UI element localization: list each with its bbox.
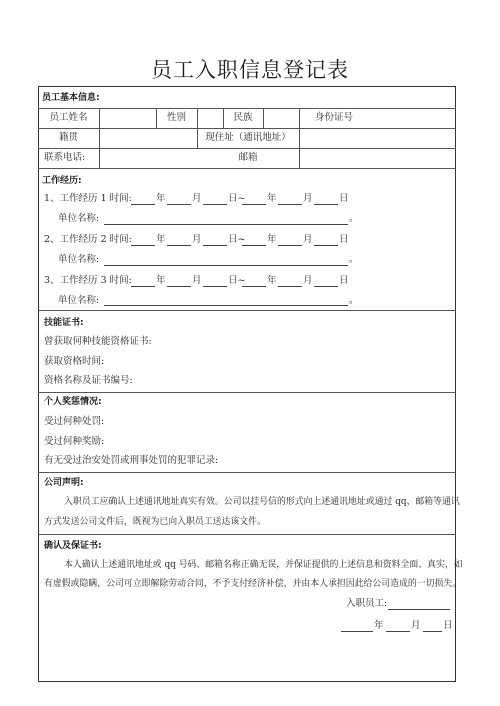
guarantee-text-line-2: 有虚假或隐瞒，公司可立即解除劳动合同，不予支付经济补偿，并由本人承担因此给公司造成的一切损失。 <box>44 579 462 589</box>
work-entry-3-label: 3、工作经历 3 时间: <box>44 275 132 286</box>
work-1-start-month-field[interactable] <box>167 204 191 205</box>
label-ethnicity: 民族 <box>233 112 253 123</box>
skills-line-cert-number: 资格名称及证书编号: <box>44 375 133 386</box>
year-char: 年 <box>267 234 277 245</box>
guarantee-text-line-1: 本人确认上述通讯地址或 qq 号码、邮箱名称正确无误，并保证提供的上述信息和资料全面、真实，如 <box>64 560 463 570</box>
work-entry-1-unit-label: 单位名称: <box>58 213 100 224</box>
rewards-heading: 个人奖惩情况: <box>44 397 102 407</box>
rule-declaration-end <box>38 534 456 535</box>
work-3-start-month-field[interactable] <box>167 286 191 287</box>
work-3-end-month-field[interactable] <box>278 286 302 287</box>
label-current-address: 现住址（通讯地址） <box>205 132 291 143</box>
work-1-end-month-field[interactable] <box>278 204 302 205</box>
work-1-end-year-field[interactable] <box>242 204 266 205</box>
range-sep: 日~ <box>228 234 246 245</box>
work-3-end-day-field[interactable] <box>314 286 338 287</box>
work-2-start-year-field[interactable] <box>131 245 155 246</box>
skills-line-date: 获取资格时间: <box>44 356 105 367</box>
work-3-unit-field[interactable] <box>104 305 348 306</box>
guarantee-heading: 确认及保证书: <box>44 541 102 551</box>
period-char: 。 <box>349 295 359 306</box>
month-char: 月 <box>303 234 313 245</box>
form-title: 员工入职信息登记表 <box>151 58 349 82</box>
period-char: 。 <box>349 254 359 265</box>
name-field[interactable] <box>100 109 155 127</box>
work-entry-2-unit-label: 单位名称: <box>58 254 100 265</box>
rule-skills-end <box>38 392 456 393</box>
gender-field[interactable] <box>198 109 222 127</box>
year-char: 年 <box>156 193 166 204</box>
year-char: 年 <box>156 275 166 286</box>
native-place-field[interactable] <box>100 129 196 147</box>
skills-line-certificates: 曾获取何种技能资格证书: <box>44 336 152 347</box>
declaration-text-line-1: 入职员工应确认上述通讯地址真实有效。公司以挂号信的形式向上述通讯地址或通过 qq、邮箱等通讯 <box>64 497 460 507</box>
work-entry-1-label: 1、工作经历 1 时间: <box>44 193 132 204</box>
work-1-unit-field[interactable] <box>104 224 348 225</box>
signature-label: 入职员工: <box>346 598 388 609</box>
work-2-end-day-field[interactable] <box>314 245 338 246</box>
work-2-start-month-field[interactable] <box>167 245 191 246</box>
work-3-start-year-field[interactable] <box>131 286 155 287</box>
rule-work-end <box>38 310 456 311</box>
year-char: 年 <box>267 193 277 204</box>
rewards-line-punishments: 受过何种处罚: <box>44 416 105 427</box>
skills-heading: 技能证书: <box>44 318 84 328</box>
basic-info-heading: 员工基本信息: <box>42 93 100 103</box>
month-char: 月 <box>192 234 202 245</box>
sign-day-char: 日 <box>443 620 453 631</box>
signature-field[interactable] <box>388 609 450 610</box>
rule-row-3 <box>38 168 456 169</box>
sign-date-month-field[interactable] <box>386 631 410 632</box>
id-number-field[interactable] <box>370 109 454 127</box>
work-2-end-month-field[interactable] <box>278 245 302 246</box>
label-gender: 性别 <box>166 112 186 123</box>
sign-date-day-field[interactable] <box>423 631 442 632</box>
label-email: 邮箱 <box>238 152 258 163</box>
rewards-line-awards: 受过何种奖励: <box>44 436 105 447</box>
work-2-end-year-field[interactable] <box>242 245 266 246</box>
declaration-text-line-2: 方式发送公司文件后，既视为已向入职员工送达该文件。 <box>44 517 266 527</box>
ethnicity-field[interactable] <box>264 109 298 127</box>
period-char: 。 <box>349 213 359 224</box>
rewards-line-criminal-record: 有无受过治安处罚或刑事处罚的犯罪记录: <box>44 455 219 466</box>
work-3-end-year-field[interactable] <box>242 286 266 287</box>
day-char: 日 <box>339 193 349 204</box>
month-char: 月 <box>192 193 202 204</box>
day-char: 日 <box>339 275 349 286</box>
work-1-start-year-field[interactable] <box>131 204 155 205</box>
rule-rewards-end <box>38 472 456 473</box>
range-sep: 日~ <box>228 193 246 204</box>
work-2-start-day-field[interactable] <box>203 245 227 246</box>
month-char: 月 <box>192 275 202 286</box>
label-native-place: 籍贯 <box>58 132 78 143</box>
declaration-heading: 公司声明: <box>44 478 84 488</box>
work-entry-3-unit-label: 单位名称: <box>58 295 100 306</box>
work-experience-heading: 工作经历: <box>42 176 82 186</box>
range-sep: 日~ <box>228 275 246 286</box>
label-name: 员工姓名 <box>49 112 88 123</box>
year-char: 年 <box>267 275 277 286</box>
day-char: 日 <box>339 234 349 245</box>
label-phone: 联系电话: <box>44 152 86 163</box>
work-2-unit-field[interactable] <box>104 265 348 266</box>
address-field[interactable] <box>300 129 454 147</box>
month-char: 月 <box>303 193 313 204</box>
month-char: 月 <box>303 275 313 286</box>
work-3-start-day-field[interactable] <box>203 286 227 287</box>
work-1-start-day-field[interactable] <box>203 204 227 205</box>
sign-date-year-field[interactable] <box>341 631 373 632</box>
label-id-number: 身份证号 <box>314 112 353 123</box>
work-1-end-day-field[interactable] <box>314 204 338 205</box>
phone-field[interactable] <box>100 149 196 167</box>
email-field[interactable] <box>300 149 454 167</box>
year-char: 年 <box>156 234 166 245</box>
sign-month-char: 月 <box>411 620 421 631</box>
sign-year-char: 年 <box>374 620 384 631</box>
work-entry-2-label: 2、工作经历 2 时间: <box>44 234 132 245</box>
